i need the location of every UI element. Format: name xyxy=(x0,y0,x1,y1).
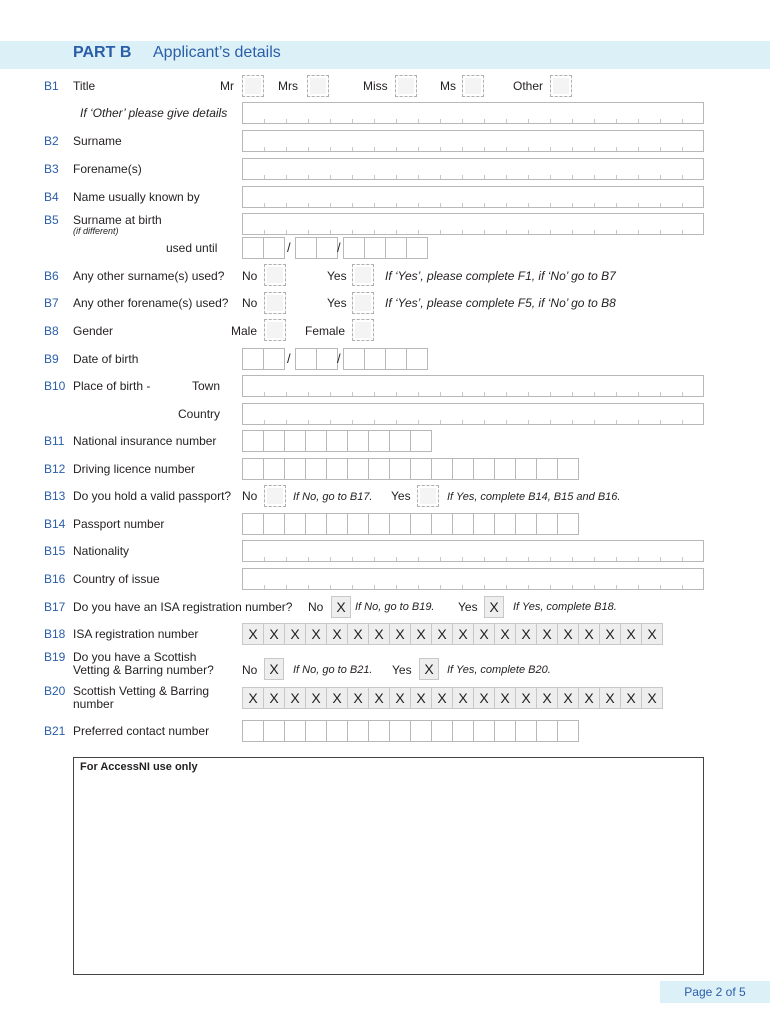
passport-yes-note: If Yes, complete B14, B15 and B16. xyxy=(447,491,621,503)
pvg-number-cell: X xyxy=(326,687,348,709)
isa-number-cell: X xyxy=(599,623,621,645)
known-by-input[interactable] xyxy=(242,186,704,208)
title-other-checkbox[interactable] xyxy=(550,75,572,97)
title-option-mrs-label: Mrs xyxy=(278,79,298,93)
pvg-question-label-line1: Do you have a Scottish xyxy=(73,650,197,664)
known-by-label: Name usually known by xyxy=(73,190,200,204)
pvg-yes-note: If Yes, complete B20. xyxy=(447,664,551,676)
b11-number: B11 xyxy=(44,434,65,448)
ni-number-input[interactable] xyxy=(242,430,431,452)
isa-question-label: Do you have an ISA registration number? xyxy=(73,600,293,614)
passport-no-checkbox[interactable] xyxy=(264,485,286,507)
other-surnames-no-checkbox[interactable] xyxy=(264,264,286,286)
isa-number-cell: X xyxy=(305,623,327,645)
office-use-title: For AccessNI use only xyxy=(80,761,198,773)
title-other-note: If ‘Other’ please give details xyxy=(80,106,228,120)
passport-yes-checkbox[interactable] xyxy=(417,485,439,507)
b18-number: B18 xyxy=(44,627,66,641)
pvg-number-cell: X xyxy=(599,687,621,709)
used-until-day[interactable] xyxy=(242,237,284,259)
surname-at-birth-sublabel: (if different) xyxy=(73,226,119,236)
pvg-number-cell: X xyxy=(431,687,453,709)
b13-number: B13 xyxy=(44,489,66,503)
isa-number-input[interactable] xyxy=(242,623,662,645)
isa-number-cell: X xyxy=(536,623,558,645)
title-option-miss-label: Miss xyxy=(363,79,388,93)
gender-male-checkbox[interactable] xyxy=(264,319,286,341)
b12-number: B12 xyxy=(44,462,66,476)
b2-number: B2 xyxy=(44,134,59,148)
b14-number: B14 xyxy=(44,517,66,531)
surname-label: Surname xyxy=(73,134,122,148)
b10-number: B10 xyxy=(44,379,66,393)
b1-label: Title xyxy=(73,79,96,93)
isa-number-cell: X xyxy=(473,623,495,645)
forenames-label: Forename(s) xyxy=(73,162,142,176)
title-option-mr-label: Mr xyxy=(220,79,234,93)
pvg-number-cell: X xyxy=(473,687,495,709)
contact-number-input[interactable] xyxy=(242,720,578,742)
place-of-birth-label: Place of birth - xyxy=(73,379,151,393)
pvg-number-cell: X xyxy=(368,687,390,709)
isa-no-label: No xyxy=(308,600,324,614)
isa-number-cell: X xyxy=(242,623,264,645)
ni-number-label: National insurance number xyxy=(73,434,217,448)
b17-number: B17 xyxy=(44,600,66,614)
title-miss-checkbox[interactable] xyxy=(395,75,417,97)
b19-number: B19 xyxy=(44,650,66,664)
pvg-number-cell: X xyxy=(347,687,369,709)
pvg-number-cell: X xyxy=(620,687,642,709)
isa-no-checkbox[interactable]: X xyxy=(331,596,351,618)
section-title: Applicant’s details xyxy=(153,44,281,61)
pvg-number-label-line1: Scottish Vetting & Barring xyxy=(73,684,210,698)
used-until-year[interactable] xyxy=(343,237,427,259)
surname-at-birth-input[interactable] xyxy=(242,213,704,235)
isa-number-cell: X xyxy=(452,623,474,645)
other-forenames-yes-label: Yes xyxy=(327,296,347,310)
isa-no-note: If No, go to B19. xyxy=(355,601,435,613)
passport-question-label: Do you hold a valid passport? xyxy=(73,489,232,503)
isa-number-cell: X xyxy=(620,623,642,645)
pvg-number-cell: X xyxy=(263,687,285,709)
isa-number-cell: X xyxy=(389,623,411,645)
pvg-no-note: If No, go to B21. xyxy=(293,664,373,676)
pvg-no-checkbox[interactable]: X xyxy=(264,658,284,680)
b20-number: B20 xyxy=(44,684,66,698)
isa-yes-note: If Yes, complete B18. xyxy=(513,601,617,613)
contact-number-label: Preferred contact number xyxy=(73,724,210,738)
office-use-box xyxy=(73,757,704,975)
gender-female-checkbox[interactable] xyxy=(352,319,374,341)
driving-licence-label: Driving licence number xyxy=(73,462,196,476)
passport-no-label: No xyxy=(242,489,258,503)
b21-number: B21 xyxy=(44,724,66,738)
isa-number-cell: X xyxy=(578,623,600,645)
other-forenames-no-checkbox[interactable] xyxy=(264,292,286,314)
used-until-label: used until xyxy=(166,241,218,255)
b9-number: B9 xyxy=(44,352,59,366)
pvg-number-cell: X xyxy=(284,687,306,709)
date-separator: / xyxy=(337,240,341,255)
other-surnames-note: If ‘Yes’, please complete F1, if ‘No’ go to B7 xyxy=(385,269,616,283)
b6-number: B6 xyxy=(44,269,59,283)
isa-number-cell: X xyxy=(494,623,516,645)
isa-number-cell: X xyxy=(410,623,432,645)
other-forenames-label: Any other forename(s) used? xyxy=(73,296,229,310)
b4-number: B4 xyxy=(44,190,59,204)
title-mrs-checkbox[interactable] xyxy=(307,75,329,97)
country-label: Country xyxy=(178,407,221,421)
isa-number-cell: X xyxy=(515,623,537,645)
pvg-number-cell: X xyxy=(305,687,327,709)
b15-number: B15 xyxy=(44,544,66,558)
pvg-number-cell: X xyxy=(410,687,432,709)
pvg-number-cell: X xyxy=(389,687,411,709)
surname-input[interactable] xyxy=(242,130,704,152)
b1-number: B1 xyxy=(44,79,59,93)
other-surnames-no-label: No xyxy=(242,269,258,283)
title-other-input[interactable] xyxy=(242,102,704,124)
title-mr-checkbox[interactable] xyxy=(242,75,264,97)
pvg-yes-label: Yes xyxy=(392,663,412,677)
isa-number-cell: X xyxy=(326,623,348,645)
dob-month[interactable] xyxy=(295,348,337,370)
pvg-number-cell: X xyxy=(242,687,264,709)
country-of-issue-input[interactable] xyxy=(242,568,704,590)
birth-country-input[interactable] xyxy=(242,403,704,425)
page-number: Page 2 of 5 xyxy=(660,981,770,1003)
isa-yes-checkbox[interactable]: X xyxy=(484,596,504,618)
date-separator: / xyxy=(337,351,341,366)
pvg-number-cell: X xyxy=(494,687,516,709)
other-surnames-label: Any other surname(s) used? xyxy=(73,269,225,283)
pvg-number-cell: X xyxy=(536,687,558,709)
date-separator: / xyxy=(287,240,291,255)
dob-year[interactable] xyxy=(343,348,427,370)
pvg-question-label-line2: Vetting & Barring number? xyxy=(73,663,214,677)
pvg-number-cell: X xyxy=(578,687,600,709)
title-ms-checkbox[interactable] xyxy=(462,75,484,97)
pvg-number-input[interactable] xyxy=(242,687,662,709)
gender-label: Gender xyxy=(73,324,114,338)
nationality-input[interactable] xyxy=(242,540,704,562)
other-forenames-no-label: No xyxy=(242,296,258,310)
driving-licence-input[interactable] xyxy=(242,458,578,480)
passport-number-input[interactable] xyxy=(242,513,578,535)
date-separator: / xyxy=(287,351,291,366)
isa-number-cell: X xyxy=(557,623,579,645)
pvg-number-label-line2: number xyxy=(73,697,114,711)
isa-number-cell: X xyxy=(347,623,369,645)
isa-number-label: ISA registration number xyxy=(73,627,199,641)
isa-number-cell: X xyxy=(284,623,306,645)
b8-number: B8 xyxy=(44,324,59,338)
passport-number-label: Passport number xyxy=(73,517,165,531)
used-until-month[interactable] xyxy=(295,237,337,259)
isa-number-cell: X xyxy=(431,623,453,645)
b3-number: B3 xyxy=(44,162,59,176)
other-surnames-yes-label: Yes xyxy=(327,269,347,283)
title-option-other-label: Other xyxy=(513,79,544,93)
birth-town-input[interactable] xyxy=(242,375,704,397)
surname-at-birth-label: Surname at birth xyxy=(73,213,162,227)
title-option-ms-label: Ms xyxy=(440,79,456,93)
country-of-issue-label: Country of issue xyxy=(73,572,160,586)
dob-day[interactable] xyxy=(242,348,284,370)
dob-label: Date of birth xyxy=(73,352,139,366)
pvg-number-cell: X xyxy=(557,687,579,709)
isa-number-cell: X xyxy=(368,623,390,645)
town-label: Town xyxy=(192,379,221,393)
forenames-input[interactable] xyxy=(242,158,704,180)
b5-number: B5 xyxy=(44,213,59,227)
part-label: PART B xyxy=(73,44,132,61)
isa-yes-label: Yes xyxy=(458,600,478,614)
other-surnames-yes-checkbox[interactable] xyxy=(352,264,374,286)
b7-number: B7 xyxy=(44,296,59,310)
other-forenames-note: If ‘Yes’, please complete F5, if ‘No’ go to B8 xyxy=(385,296,616,310)
b16-number: B16 xyxy=(44,572,66,586)
gender-female-label: Female xyxy=(305,324,346,338)
isa-number-cell: X xyxy=(263,623,285,645)
passport-yes-label: Yes xyxy=(391,489,411,503)
passport-no-note: If No, go to B17. xyxy=(293,491,373,503)
pvg-no-label: No xyxy=(242,663,258,677)
pvg-number-cell: X xyxy=(452,687,474,709)
other-forenames-yes-checkbox[interactable] xyxy=(352,292,374,314)
pvg-yes-checkbox[interactable]: X xyxy=(419,658,439,680)
isa-number-cell: X xyxy=(641,623,663,645)
gender-male-label: Male xyxy=(231,324,258,338)
pvg-number-cell: X xyxy=(641,687,663,709)
nationality-label: Nationality xyxy=(73,544,130,558)
pvg-number-cell: X xyxy=(515,687,537,709)
